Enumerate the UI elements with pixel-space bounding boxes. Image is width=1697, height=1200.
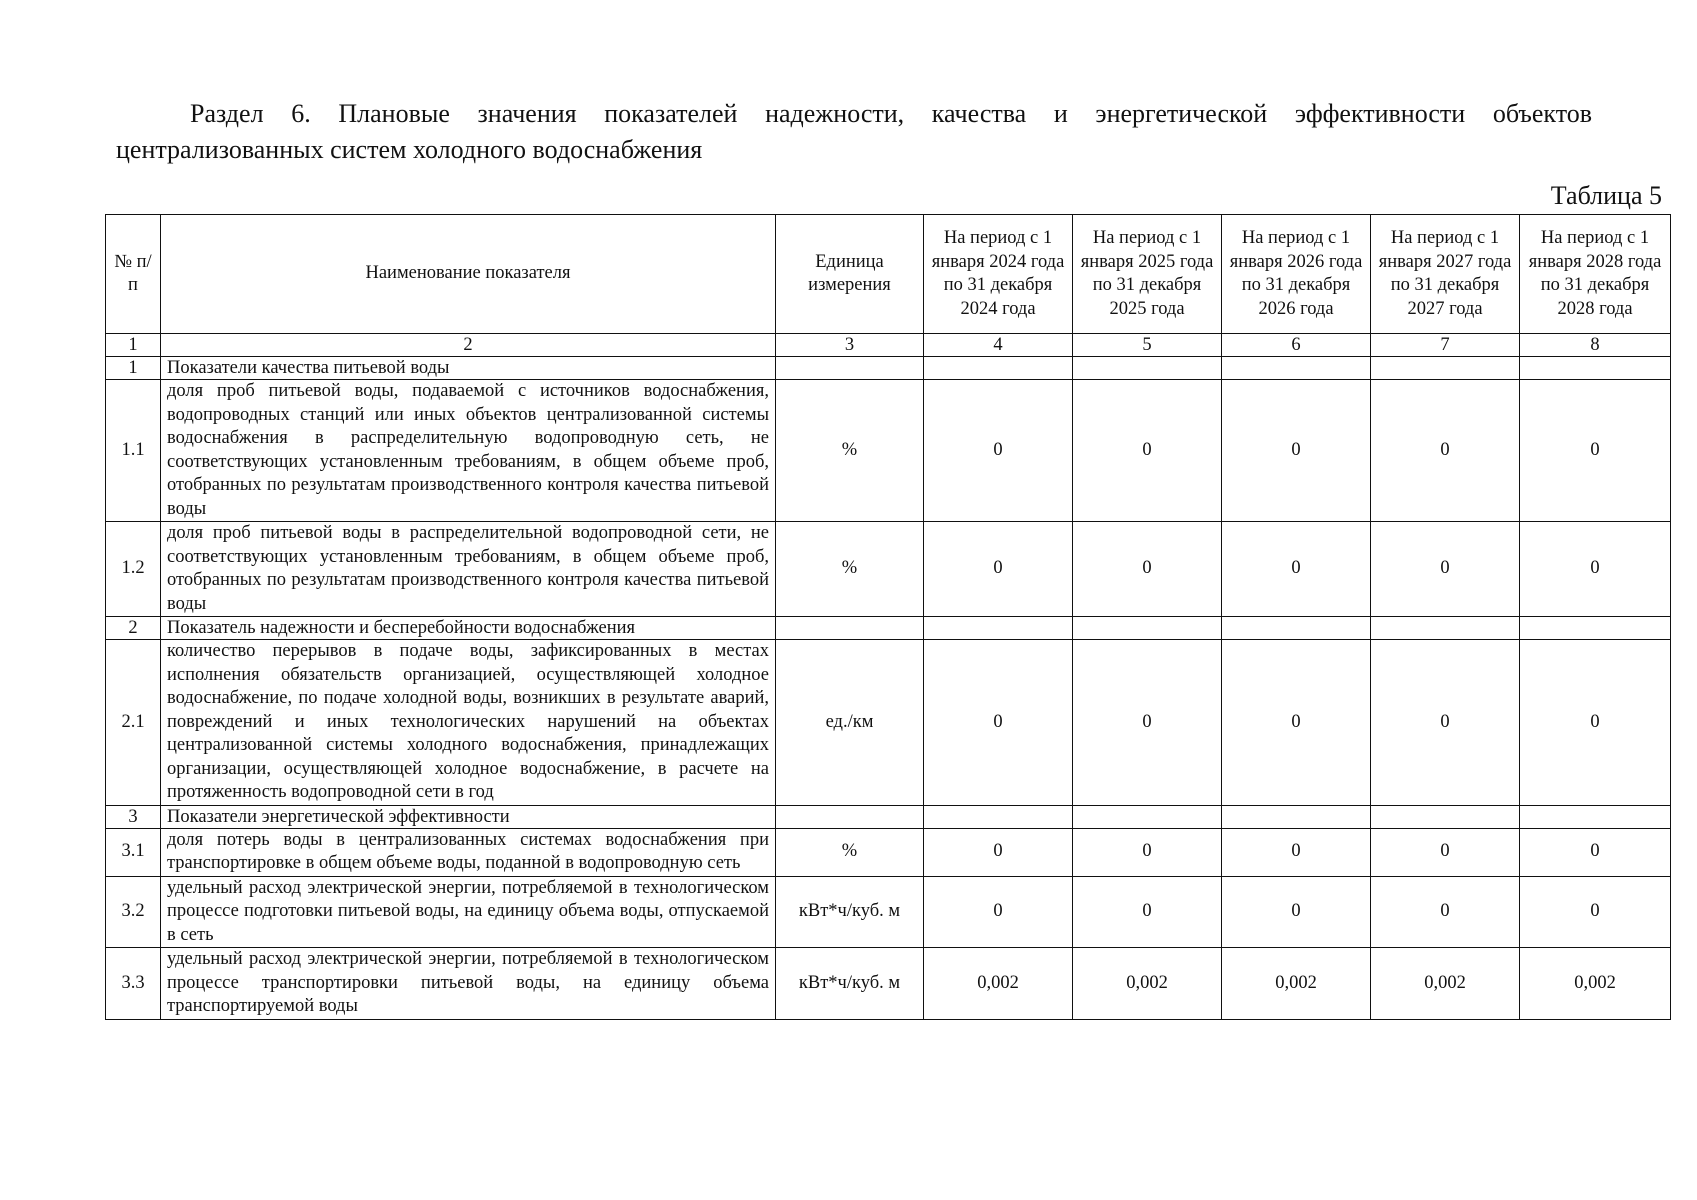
header-num: № п/п <box>106 215 161 334</box>
row-number: 3.1 <box>106 828 161 876</box>
value-cell: 0 <box>1222 380 1371 522</box>
value-cell: 0 <box>1073 522 1222 617</box>
indicator-name: Показатели качества питьевой воды <box>161 357 776 380</box>
indicators-table <box>105 214 1671 1020</box>
column-index: 2 <box>161 334 776 357</box>
indicator-name: количество перерывов в подаче воды, зафиксированных в местах исполнения обязательств организацией, осуществляющей холодное водоснабжение, по подаче холодной воды, возникших в результате аварий, повреждений и иных технологических нарушений на объектах централизованной системы холодного водоснабжения, принадлежащих организации, осуществляющей холодное водоснабжение, в расчете на протяженность водопроводной сети в год <box>161 640 776 806</box>
value-cell <box>924 617 1073 640</box>
row-number: 1.1 <box>106 380 161 522</box>
unit-cell: % <box>776 380 924 522</box>
table-row <box>106 380 1671 522</box>
column-index: 7 <box>1371 334 1520 357</box>
row-number: 2 <box>106 617 161 640</box>
value-cell: 0 <box>1073 876 1222 948</box>
section-row <box>106 805 1671 828</box>
value-cell: 0 <box>1073 640 1222 806</box>
unit-cell <box>776 805 924 828</box>
value-cell <box>1222 357 1371 380</box>
value-cell: 0 <box>1520 640 1671 806</box>
table-row <box>106 948 1671 1020</box>
indicator-name: Показатели энергетической эффективности <box>161 805 776 828</box>
value-cell: 0,002 <box>1073 948 1222 1020</box>
row-number: 3 <box>106 805 161 828</box>
table-row <box>106 522 1671 617</box>
value-cell: 0 <box>924 876 1073 948</box>
row-number: 1.2 <box>106 522 161 617</box>
value-cell: 0 <box>1371 380 1520 522</box>
value-cell: 0 <box>1371 522 1520 617</box>
value-cell: 0 <box>1222 522 1371 617</box>
indicator-name: доля потерь воды в централизованных системах водоснабжения при транспортировке в общем объеме воды, поданной в водопроводную сеть <box>161 828 776 876</box>
section-row <box>106 357 1671 380</box>
table-row <box>106 640 1671 806</box>
indicator-name: доля проб питьевой воды в распределительной водопроводной сети, не соответствующих установленным требованиям, в общем объеме проб, отобранных по результатам производственного контроля качества питьевой воды <box>161 522 776 617</box>
value-cell <box>1520 617 1671 640</box>
value-cell: 0 <box>1520 876 1671 948</box>
column-index: 1 <box>106 334 161 357</box>
indicator-name: Показатель надежности и бесперебойности водоснабжения <box>161 617 776 640</box>
unit-cell: % <box>776 522 924 617</box>
value-cell: 0 <box>1073 828 1222 876</box>
value-cell <box>1371 357 1520 380</box>
value-cell: 0,002 <box>1371 948 1520 1020</box>
value-cell <box>1073 617 1222 640</box>
table-caption: Таблица 5 <box>1550 181 1662 210</box>
value-cell: 0 <box>924 380 1073 522</box>
header-period-2025: На период с 1 января 2025 года по 31 декабря 2025 года <box>1073 215 1222 334</box>
column-index: 5 <box>1073 334 1222 357</box>
value-cell: 0,002 <box>1222 948 1371 1020</box>
value-cell <box>924 357 1073 380</box>
header-period-2027: На период с 1 января 2027 года по 31 декабря 2027 года <box>1371 215 1520 334</box>
header-period-2024: На период с 1 января 2024 года по 31 декабря 2024 года <box>924 215 1073 334</box>
unit-cell <box>776 357 924 380</box>
value-cell <box>1222 617 1371 640</box>
header-unit: Единица измерения <box>776 215 924 334</box>
value-cell: 0 <box>1520 828 1671 876</box>
column-index: 3 <box>776 334 924 357</box>
value-cell <box>1520 357 1671 380</box>
row-number: 1 <box>106 357 161 380</box>
table-row <box>106 876 1671 948</box>
value-cell: 0,002 <box>1520 948 1671 1020</box>
value-cell <box>1371 617 1520 640</box>
value-cell: 0 <box>924 522 1073 617</box>
section-row <box>106 617 1671 640</box>
value-cell: 0 <box>1222 876 1371 948</box>
column-index-row <box>106 334 1671 357</box>
table-row <box>106 828 1671 876</box>
header-name: Наименование показателя <box>161 215 776 334</box>
unit-cell <box>776 617 924 640</box>
value-cell <box>1073 805 1222 828</box>
value-cell <box>1371 805 1520 828</box>
value-cell: 0 <box>1371 828 1520 876</box>
indicator-name: удельный расход электрической энергии, потребляемой в технологическом процессе подготовки питьевой воды, на единицу объема воды, отпускаемой в сеть <box>161 876 776 948</box>
value-cell: 0,002 <box>924 948 1073 1020</box>
unit-cell: кВт*ч/куб. м <box>776 948 924 1020</box>
header-row <box>106 215 1671 334</box>
section-heading: Раздел 6. Плановые значения показателей надежности, качества и энергетической эффективности объектов централизованных систем холодного водоснабжения <box>116 99 1592 164</box>
value-cell: 0 <box>924 828 1073 876</box>
value-cell: 0 <box>1073 380 1222 522</box>
value-cell: 0 <box>1520 380 1671 522</box>
table-body <box>106 215 1671 1020</box>
unit-cell: ед./км <box>776 640 924 806</box>
value-cell <box>1073 357 1222 380</box>
column-index: 4 <box>924 334 1073 357</box>
value-cell: 0 <box>1371 640 1520 806</box>
column-index: 6 <box>1222 334 1371 357</box>
row-number: 3.3 <box>106 948 161 1020</box>
row-number: 3.2 <box>106 876 161 948</box>
unit-cell: кВт*ч/куб. м <box>776 876 924 948</box>
value-cell <box>1222 805 1371 828</box>
value-cell: 0 <box>1222 640 1371 806</box>
column-index: 8 <box>1520 334 1671 357</box>
value-cell: 0 <box>1222 828 1371 876</box>
value-cell <box>924 805 1073 828</box>
indicator-name: удельный расход электрической энергии, потребляемой в технологическом процессе транспортировки питьевой воды, на единицу объема транспортируемой воды <box>161 948 776 1020</box>
header-period-2026: На период с 1 января 2026 года по 31 декабря 2026 года <box>1222 215 1371 334</box>
value-cell <box>1520 805 1671 828</box>
value-cell: 0 <box>1371 876 1520 948</box>
indicator-name: доля проб питьевой воды, подаваемой с источников водоснабжения, водопроводных станций или иных объектов централизованной системы водоснабжения в распределительную водопроводную сеть, не соответствующих установленным требованиям, в общем объеме проб, отобранных по результатам производственного контроля качества питьевой воды <box>161 380 776 522</box>
value-cell: 0 <box>924 640 1073 806</box>
unit-cell: % <box>776 828 924 876</box>
header-period-2028: На период с 1 января 2028 года по 31 декабря 2028 года <box>1520 215 1671 334</box>
value-cell: 0 <box>1520 522 1671 617</box>
row-number: 2.1 <box>106 640 161 806</box>
